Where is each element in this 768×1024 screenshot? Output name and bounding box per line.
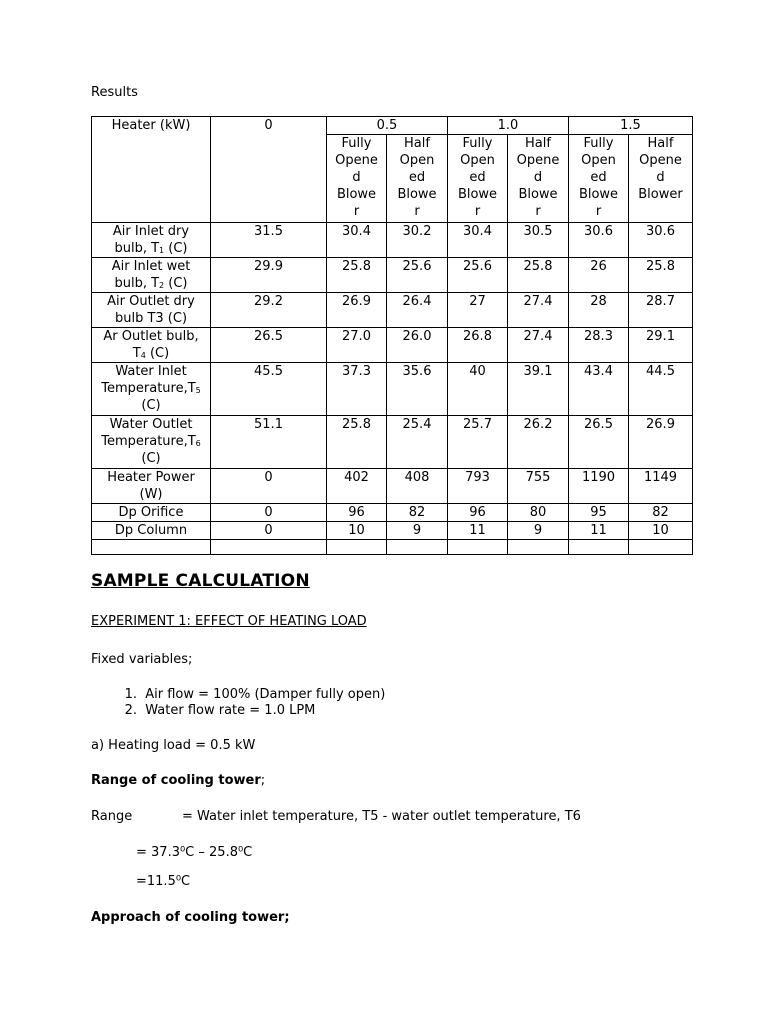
results-table-body [92, 117, 693, 555]
row-label-subscript: 2 [159, 281, 165, 290]
range-heading-bold: Range of cooling tower [91, 773, 261, 788]
fixed-variables-label: Fixed variables; [91, 652, 193, 667]
table-cell: 26.5 [211, 328, 327, 363]
table-cell: 95 [569, 504, 629, 522]
table-header-row [92, 117, 693, 135]
subheader-line: Fully [341, 136, 372, 151]
table-cell: 25.8 [629, 258, 693, 293]
table-cell: 29.2 [211, 293, 327, 328]
table-cell: 0 [211, 469, 327, 504]
table-cell: 40 [448, 363, 508, 416]
subheader-line: Blowe [518, 187, 558, 202]
subheader-line: Open [460, 153, 495, 168]
table-cell: 45.5 [211, 363, 327, 416]
experiment-heading: EXPERIMENT 1: EFFECT OF HEATING LOAD [91, 614, 367, 629]
list-text: Air flow = 100% (Damper fully open) [145, 687, 386, 702]
table-cell: 9 [387, 522, 448, 540]
row-label-line: Air Inlet dry [112, 224, 190, 239]
row-label-unit: (C) [141, 451, 161, 466]
subheader-line: Open [399, 153, 435, 168]
table-cell: 30.2 [387, 223, 448, 258]
list-number: 2. [124, 703, 137, 718]
subheader-line: ed [408, 170, 426, 185]
table-cell: 11 [448, 522, 508, 540]
table-row [92, 223, 693, 258]
table-cell: 26.2 [508, 416, 569, 469]
table-cell: 29.1 [629, 328, 693, 363]
table-cell: 26.9 [629, 416, 693, 469]
subheader-cell [629, 135, 693, 223]
subheader-line: Opene [639, 153, 682, 168]
subheader-cell [327, 135, 387, 223]
table-row [92, 258, 693, 293]
table-cell: 25.8 [327, 416, 387, 469]
row-label-subscript: 4 [140, 351, 146, 360]
table-cell: 96 [327, 504, 387, 522]
row-label-text: bulb, T [114, 241, 160, 256]
table-row [92, 293, 693, 328]
row-label-subscript: 5 [195, 386, 201, 395]
table-cell: 25.6 [448, 258, 508, 293]
row-label-unit: (C) [164, 276, 188, 291]
empty-cell [387, 540, 448, 555]
row-label-unit: (C) [145, 346, 170, 361]
row-label-line: Air Outlet dry [107, 294, 195, 309]
row-label-unit: (C) [164, 241, 188, 256]
row-label-line: Air Inlet wet [111, 259, 191, 274]
table-cell: 27.4 [508, 293, 569, 328]
subheader-line: Blowe [578, 187, 619, 202]
subheader-line: ed [590, 170, 607, 185]
empty-cell [629, 540, 693, 555]
subheader-cell [508, 135, 569, 223]
table-cell: 80 [508, 504, 569, 522]
subheader-line: r [353, 204, 360, 219]
table-cell: 25.7 [448, 416, 508, 469]
range-step-2: =11.5⁰C [136, 874, 191, 889]
table-cell: 26.4 [387, 293, 448, 328]
approach-heading: Approach of cooling tower; [91, 910, 290, 925]
row-label-subscript: 6 [195, 439, 201, 448]
table-cell: 30.4 [448, 223, 508, 258]
row-label-line [94, 380, 208, 414]
empty-table-row [92, 540, 693, 555]
sample-calculation-heading: SAMPLE CALCULATION [91, 571, 310, 591]
table-cell: 25.8 [508, 258, 569, 293]
table-cell: 43.4 [569, 363, 629, 416]
table-row [92, 363, 693, 416]
range-heading-rest: ; [260, 773, 266, 788]
table-cell: 10 [327, 522, 387, 540]
row-label-line: Water Outlet [109, 417, 193, 432]
row-label-line: Dp Orifice [118, 505, 184, 520]
subheader-line: Half [404, 136, 430, 151]
empty-cell [92, 540, 211, 555]
table-cell: 26 [569, 258, 629, 293]
subheader-line: Opene [335, 153, 378, 168]
table-cell: 39.1 [508, 363, 569, 416]
table-cell: 30.5 [508, 223, 569, 258]
table-cell: 26.5 [569, 416, 629, 469]
table-row [92, 504, 693, 522]
row-label [92, 469, 211, 504]
empty-cell [508, 540, 569, 555]
table-cell: 30.4 [327, 223, 387, 258]
row-label-line [94, 275, 208, 292]
subheader-line: d [352, 170, 361, 185]
subheader-line: r [474, 204, 481, 219]
row-label-line [94, 433, 208, 467]
header-group-0: 0 [211, 117, 327, 223]
subheader-line: d [533, 170, 543, 185]
row-label-text: Temperature,T [101, 434, 196, 449]
subheader-line: Half [525, 136, 551, 151]
row-label-line [94, 486, 208, 503]
results-title: Results [91, 85, 138, 100]
list-item [91, 687, 385, 703]
table-cell: 30.6 [569, 223, 629, 258]
table-cell: 402 [327, 469, 387, 504]
heating-load-line: a) Heating load = 0.5 kW [91, 738, 256, 753]
row-label [92, 363, 211, 416]
table-cell: 0 [211, 504, 327, 522]
table-cell: 26.9 [327, 293, 387, 328]
table-cell: 31.5 [211, 223, 327, 258]
table-cell: 82 [387, 504, 448, 522]
table-cell: 29.9 [211, 258, 327, 293]
subheader-cell [448, 135, 508, 223]
table-row [92, 522, 693, 540]
row-label-text: bulb T3 (C) [114, 311, 188, 326]
table-cell: 11 [569, 522, 629, 540]
row-label-line [94, 240, 208, 257]
table-cell: 27.4 [508, 328, 569, 363]
empty-cell [448, 540, 508, 555]
table-cell: 96 [448, 504, 508, 522]
subheader-cell [569, 135, 629, 223]
range-heading [91, 773, 265, 788]
subheader-cell [387, 135, 448, 223]
row-label-line: Water Inlet [115, 364, 187, 379]
table-cell: 25.4 [387, 416, 448, 469]
table-cell: 82 [629, 504, 693, 522]
subheader-line: r [595, 204, 602, 219]
table-row [92, 416, 693, 469]
subheader-line: Open [581, 153, 616, 168]
header-group-0-5: 0.5 [327, 117, 448, 135]
table-cell: 37.3 [327, 363, 387, 416]
table-cell: 1149 [629, 469, 693, 504]
table-cell: 755 [508, 469, 569, 504]
subheader-line: Blowe [336, 187, 377, 202]
table-cell: 26.0 [387, 328, 448, 363]
empty-cell [211, 540, 327, 555]
row-label-line: Heater Power [107, 470, 195, 485]
table-cell: 408 [387, 469, 448, 504]
table-cell: 1190 [569, 469, 629, 504]
table-cell: 10 [629, 522, 693, 540]
table-row [92, 328, 693, 363]
subheader-line: Fully [583, 136, 614, 151]
table-cell: 27 [448, 293, 508, 328]
row-label-line: Ar Outlet bulb, [103, 329, 199, 344]
list-item [91, 703, 385, 719]
subheader-line: r [414, 204, 420, 219]
table-cell: 35.6 [387, 363, 448, 416]
subheader-line: Blowe [397, 187, 437, 202]
row-label [92, 504, 211, 522]
table-cell: 9 [508, 522, 569, 540]
empty-cell [327, 540, 387, 555]
list-text: Water flow rate = 1.0 LPM [145, 703, 316, 718]
subheader-line: Fully [462, 136, 493, 151]
empty-cell [569, 540, 629, 555]
range-step-1: = 37.3⁰C – 25.8⁰C [136, 845, 253, 860]
range-equation: = Water inlet temperature, T5 - water outlet temperature, T6 [182, 809, 581, 824]
table-cell: 27.0 [327, 328, 387, 363]
row-label [92, 328, 211, 363]
row-label [92, 522, 211, 540]
header-group-1-5: 1.5 [569, 117, 693, 135]
table-cell: 25.8 [327, 258, 387, 293]
table-cell: 25.6 [387, 258, 448, 293]
row-label-text: Temperature,T [101, 381, 196, 396]
row-label [92, 416, 211, 469]
row-label-line [94, 310, 208, 327]
results-table [91, 116, 693, 555]
table-cell: 51.1 [211, 416, 327, 469]
header-group-1-0: 1.0 [448, 117, 569, 135]
table-cell: 28.7 [629, 293, 693, 328]
subheader-line: Half [647, 136, 674, 151]
table-cell: 0 [211, 522, 327, 540]
row-label-line [94, 345, 208, 362]
row-label [92, 258, 211, 293]
subheader-line: Opene [516, 153, 560, 168]
row-label-text: T [132, 346, 141, 361]
row-label-unit: (C) [141, 398, 161, 413]
row-label [92, 223, 211, 258]
table-cell: 793 [448, 469, 508, 504]
table-cell: 28 [569, 293, 629, 328]
table-cell: 30.6 [629, 223, 693, 258]
row-label-text: bulb, T [114, 276, 160, 291]
table-cell: 26.8 [448, 328, 508, 363]
subheader-line: Blowe [457, 187, 498, 202]
range-label: Range [91, 809, 133, 824]
table-row [92, 469, 693, 504]
subheader-line: ed [469, 170, 486, 185]
header-heater-label: Heater (kW) [92, 117, 211, 223]
row-label-text: (W) [139, 487, 163, 502]
subheader-line: Blower [638, 187, 683, 202]
subheader-line: r [535, 204, 541, 219]
row-label-subscript: 1 [159, 246, 165, 255]
row-label-line: Dp Column [114, 523, 188, 538]
row-label [92, 293, 211, 328]
subheader-line: d [656, 170, 665, 185]
fixed-variables-list [91, 687, 385, 719]
table-cell: 28.3 [569, 328, 629, 363]
table-cell: 44.5 [629, 363, 693, 416]
list-number: 1. [124, 687, 137, 702]
